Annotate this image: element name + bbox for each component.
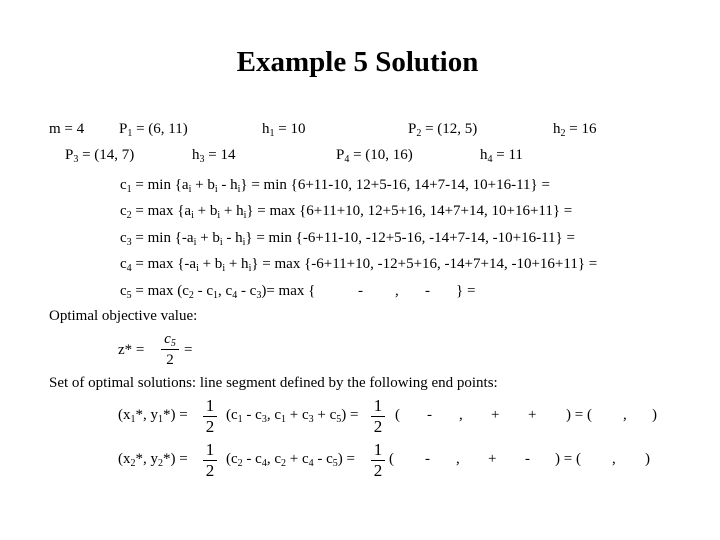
endpoint-2-equals: ) = ( [555, 451, 581, 467]
endpoint-1-expression: ($c_1 - c_3$, $c_1 + c_3 + c_5$) = [226, 407, 359, 425]
given-h3: $h_3 = 14$ [192, 147, 236, 165]
endpoint-2-minus: - [425, 451, 430, 467]
endpoint-1-plus-2: + [528, 407, 537, 423]
equation-c4: $c_4 = \max \{-a_i + b_i + h_i\} = \max \{-6+11+10$, -12+5+16, -14+7+14, -10+16+11} = [120, 256, 598, 274]
equation-c2: $c_2 = \max \{a_i + b_i + h_i\} = \max \{6+11+10$, 12+5+16, 14+7+14, 10+16+11} = [120, 203, 573, 221]
endpoint-2-minus-2: - [525, 451, 530, 467]
objective-z: z* = [118, 342, 145, 358]
endpoint-2-half-fraction-2: 1 2 [371, 441, 385, 480]
solutions-label: Set of optimal solutions: line segment defined by the following end points: [49, 375, 498, 391]
endpoint-1-comma-2: , [623, 407, 627, 423]
endpoint-1-half-fraction-2: 1 2 [371, 397, 385, 436]
endpoint-2-lhs: ($x_2*$, $y_2*$) = [118, 451, 188, 469]
endpoint-2-comma-2: , [612, 451, 616, 467]
given-h2: $h_2 = 16$ [553, 121, 597, 139]
endpoint-2-expression: ($c_2 - c_4$, $c_2 + c_4 - c_5$) = [226, 451, 355, 469]
given-p4: $P_4 = (10$, 16) [336, 147, 413, 165]
endpoint-1-close: ) [652, 407, 657, 423]
objective-label: Optimal objective value: [49, 308, 198, 324]
endpoint-1-equals: ) = ( [566, 407, 592, 423]
objective-equals: = [184, 342, 193, 358]
endpoint-1-plus-1: + [491, 407, 500, 423]
c5-minus-2: - [425, 283, 430, 299]
endpoint-2-open: ( [389, 451, 394, 467]
given-h1: $h_1 = 10$ [262, 121, 306, 139]
endpoint-2-close: ) [645, 451, 650, 467]
endpoint-1-half-fraction: 1 2 [203, 397, 217, 436]
c5-minus-1: - [358, 283, 363, 299]
c5-comma: , [395, 283, 399, 299]
endpoint-1-comma: , [459, 407, 463, 423]
given-h4: $h_4 = 11$ [480, 147, 523, 165]
endpoint-2-plus: + [488, 451, 497, 467]
equation-c1: $c_1 = \min \{a_i + b_i - h_i\} = \min \{6+11-10$, 12+5-16, 14+7-14, 10+16-11} = [120, 177, 550, 195]
equation-c3: $c_3 = \min \{-a_i + b_i - h_i\} = \min \{-6+11-10$, -12+5-16, -14+7-14, -10+16-11} = [120, 230, 575, 248]
endpoint-1-open: ( [395, 407, 400, 423]
c5-close: } = [456, 283, 476, 299]
given-p2: $P_2 = (12$, 5) [408, 121, 478, 139]
equation-c5: $c_5 = \max (c_2 - c_1$, $c_4 - c_3)= \max$ { [120, 283, 316, 301]
given-m: m = 4 [49, 121, 85, 137]
endpoint-2-comma: , [456, 451, 460, 467]
objective-fraction: $c_5$ 2 [161, 330, 179, 369]
given-p1: $P_1 = (6$, 11) [119, 121, 188, 139]
endpoint-2-half-fraction: 1 2 [203, 441, 217, 480]
endpoint-1-lhs: ($x_1*$, $y_1*$) = [118, 407, 188, 425]
given-p3: $P_3 = (14$, 7) [65, 147, 135, 165]
page-title: Example 5 Solution [236, 46, 479, 78]
endpoint-1-minus: - [427, 407, 432, 423]
